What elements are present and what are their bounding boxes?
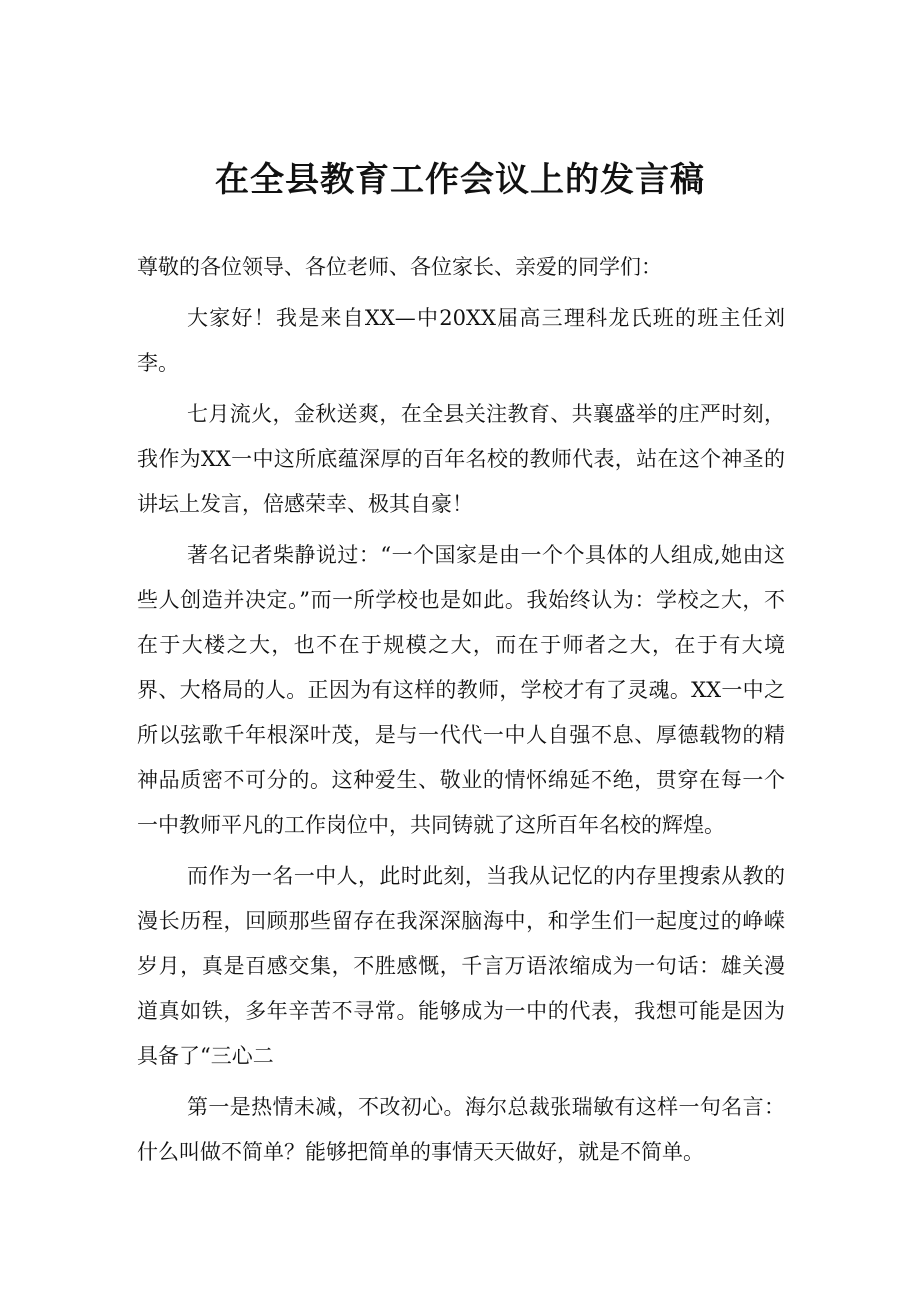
- paragraph: 著名记者柴静说过：“一个国家是由一个个具体的人组成,她由这些人创造并决定。”而一所学校也是如此。我始终认为：学校之大，不在于大楼之大，也不在于规模之大，而在于师者之大，在于有大境界、大格局的人。正因为有这样的教师，学校才有了灵魂。XX一中之所以弦歌千年根深叶茂，是与一代代一中人自强不息、厚德载物的精神品质密不可分的。这种爱生、敬业的情怀绵延不绝，贯穿在每一个一中教师平凡的工作岗位中，共同铸就了这所百年名校的辉煌。: [137, 543, 785, 837]
- document-body: [137, 245, 785, 1181]
- paragraph: 七月流火，金秋送爽，在全县关注教育、共襄盛举的庄严时刻，我作为XX一中这所底蕴深厚的百年名校的教师代表，站在这个神圣的讲坛上发言，倍感荣幸、极其自豪！: [137, 402, 785, 516]
- paragraph: 而作为一名一中人，此时此刻，当我从记忆的内存里搜索从教的漫长历程，回顾那些留存在我深深脑海中，和学生们一起度过的峥嵘岁月，真是百感交集，不胜感慨，千言万语浓缩成为一句话：雄关漫道真如铁，多年辛苦不寻常。能够成为一中的代表，我想可能是因为具备了“三心二: [137, 864, 785, 1068]
- paragraph: 第一是热情未减，不改初心。海尔总裁张瑞敏有这样一句名言：什么叫做不简单？能够把简单的事情天天做好，就是不简单。: [137, 1095, 785, 1164]
- document-title: 在全县教育工作会议上的发言稿: [215, 160, 705, 200]
- salutation: 尊敬的各位领导、各位老师、各位家长、亲爱的同学们：: [137, 255, 662, 279]
- paragraph: 大家好！我是来自XX—中20XX届高三理科龙氏班的班主任刘李。: [137, 306, 785, 375]
